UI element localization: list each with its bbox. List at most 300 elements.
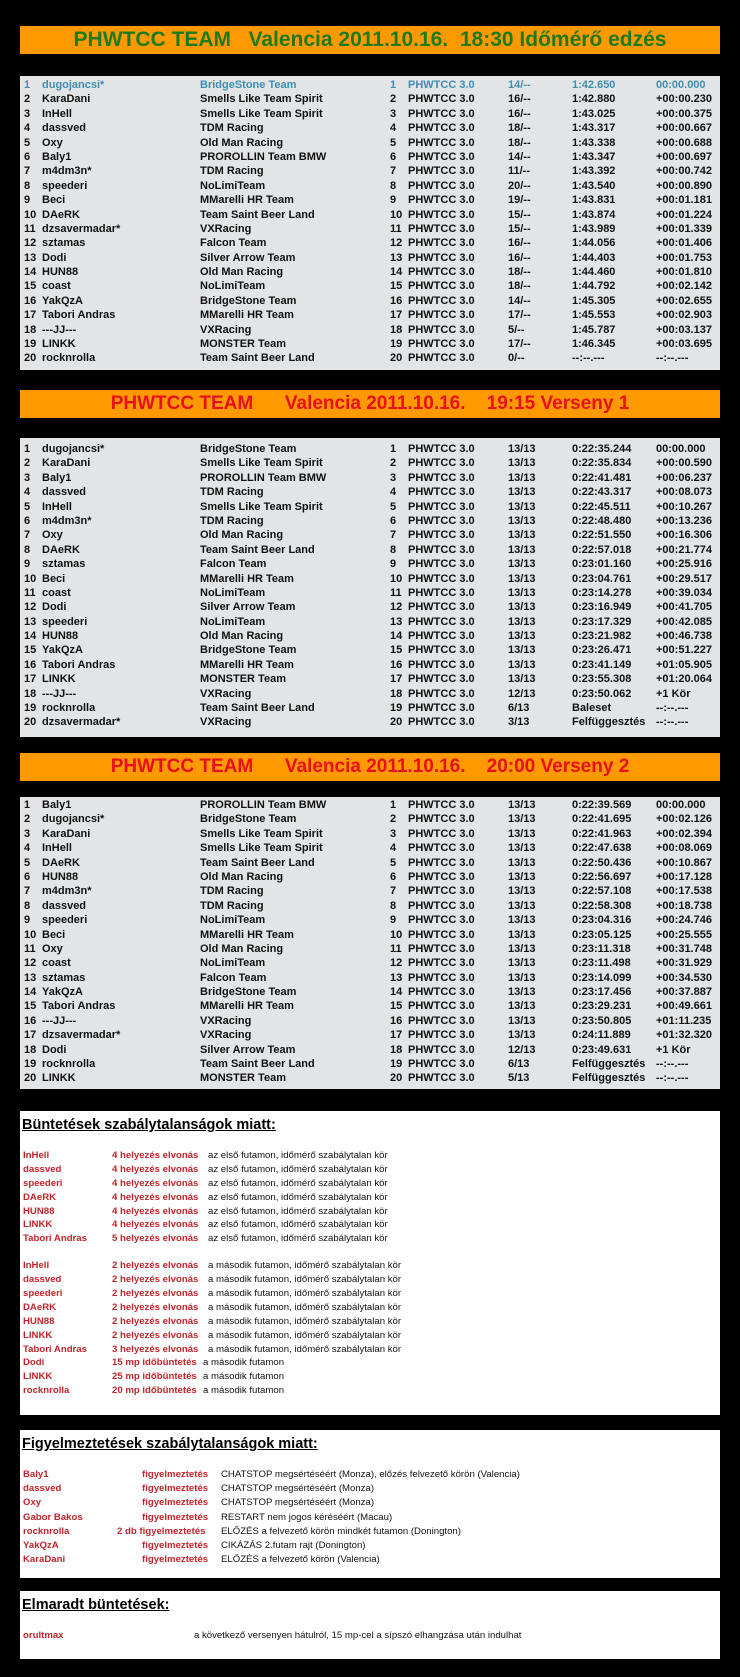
result-gap: +00:02.142 bbox=[656, 280, 712, 293]
result-grid: 8 bbox=[390, 543, 397, 556]
result-car: PHWTCC 3.0 bbox=[408, 914, 475, 927]
result-car: PHWTCC 3.0 bbox=[408, 443, 475, 455]
warnings-list bbox=[22, 1469, 718, 1568]
result-gap: +00:08.073 bbox=[656, 486, 712, 499]
result-row bbox=[20, 151, 720, 165]
result-car: PHWTCC 3.0 bbox=[408, 237, 475, 250]
result-team: MMarelli HR Team bbox=[200, 572, 294, 585]
result-grid: 5 bbox=[390, 136, 397, 149]
result-team: NoLimiTeam bbox=[200, 914, 266, 927]
result-laps: 20/-- bbox=[508, 179, 531, 192]
result-laps: 19/-- bbox=[508, 194, 531, 207]
result-team: Team Saint Beer Land bbox=[200, 543, 315, 556]
result-pos: 3 bbox=[24, 471, 31, 484]
result-laps: 16/-- bbox=[508, 93, 531, 106]
result-grid: 18 bbox=[390, 687, 403, 700]
result-car: PHWTCC 3.0 bbox=[408, 558, 475, 571]
result-name: HUN88 bbox=[42, 870, 79, 883]
result-time: 1:42.650 bbox=[572, 79, 616, 91]
result-grid: 15 bbox=[390, 644, 403, 657]
warning-driver: Oxy bbox=[23, 1497, 42, 1509]
result-pos: 2 bbox=[24, 813, 31, 826]
penalty-item bbox=[22, 1385, 718, 1399]
result-car: PHWTCC 3.0 bbox=[408, 280, 475, 293]
result-grid: 17 bbox=[390, 309, 403, 322]
result-team: Smells Like Team Spirit bbox=[200, 457, 323, 470]
result-laps: 17/-- bbox=[508, 338, 531, 351]
result-pos: 9 bbox=[24, 558, 31, 571]
result-row bbox=[20, 1015, 720, 1029]
result-grid: 9 bbox=[390, 194, 397, 207]
penalty-type: 25 mp időbüntetés bbox=[112, 1371, 197, 1383]
missed-penalties-title: Elmaradt büntetések: bbox=[22, 1597, 170, 1613]
result-car: PHWTCC 3.0 bbox=[408, 644, 475, 657]
result-car: PHWTCC 3.0 bbox=[408, 942, 475, 955]
result-laps: 13/13 bbox=[508, 443, 536, 455]
result-laps: 13/13 bbox=[508, 630, 536, 643]
result-grid: 17 bbox=[390, 673, 403, 686]
result-time: Felfüggesztés bbox=[572, 1072, 646, 1085]
result-time: 0:23:26.471 bbox=[572, 644, 632, 657]
warning-type: 2 db figyelmeztetés bbox=[117, 1525, 206, 1537]
result-team: Team Saint Beer Land bbox=[200, 856, 315, 869]
result-team: Smells Like Team Spirit bbox=[200, 842, 323, 855]
result-car: PHWTCC 3.0 bbox=[408, 107, 475, 120]
result-row bbox=[20, 1029, 720, 1043]
result-row bbox=[20, 515, 720, 529]
result-team: TDM Racing bbox=[200, 899, 264, 912]
result-car: PHWTCC 3.0 bbox=[408, 799, 475, 811]
penalty-type: 4 helyezés elvonás bbox=[112, 1177, 199, 1189]
result-pos: 10 bbox=[24, 928, 37, 941]
penalty-driver: LINKK bbox=[23, 1329, 53, 1341]
result-row bbox=[20, 929, 720, 943]
result-row bbox=[20, 957, 720, 971]
result-time: 0:23:14.278 bbox=[572, 586, 632, 599]
result-pos: 9 bbox=[24, 194, 31, 207]
result-time: 1:44.056 bbox=[572, 237, 616, 250]
result-row bbox=[20, 1000, 720, 1014]
result-time: 0:22:45.511 bbox=[572, 500, 631, 513]
result-time: 1:42.880 bbox=[572, 93, 616, 106]
result-name: Baly1 bbox=[42, 471, 72, 484]
result-grid: 16 bbox=[390, 294, 403, 307]
result-team: NoLimiTeam bbox=[200, 280, 266, 293]
result-laps: 13/13 bbox=[508, 813, 536, 826]
result-car: PHWTCC 3.0 bbox=[408, 586, 475, 599]
result-name: DAeRK bbox=[42, 208, 80, 221]
result-row bbox=[20, 338, 720, 352]
warning-driver: YakQzA bbox=[23, 1539, 59, 1551]
result-laps: 13/13 bbox=[508, 827, 536, 840]
result-grid: 7 bbox=[390, 165, 397, 178]
result-laps: 3/13 bbox=[508, 716, 530, 729]
penalty-type: 15 mp időbüntetés bbox=[112, 1357, 197, 1369]
result-name: coast bbox=[42, 280, 71, 293]
result-pos: 16 bbox=[24, 658, 37, 671]
result-gap: +00:03.137 bbox=[656, 323, 712, 336]
result-gap: --:--.--- bbox=[656, 352, 689, 365]
result-grid: 9 bbox=[390, 558, 397, 571]
result-car: PHWTCC 3.0 bbox=[408, 352, 475, 365]
result-grid: 14 bbox=[390, 986, 403, 999]
result-row bbox=[20, 194, 720, 208]
warning-driver: KaraDani bbox=[23, 1554, 66, 1566]
result-team: Smells Like Team Spirit bbox=[200, 107, 323, 120]
result-team: VXRacing bbox=[200, 1029, 252, 1042]
result-name: dugojancsi* bbox=[42, 443, 105, 455]
result-pos: 4 bbox=[24, 842, 31, 855]
result-name: dassved bbox=[42, 486, 87, 499]
result-name: LINKK bbox=[42, 1072, 76, 1085]
result-grid: 14 bbox=[390, 630, 403, 643]
result-time: Felfüggesztés bbox=[572, 716, 646, 729]
result-grid: 2 bbox=[390, 93, 397, 106]
result-gap: +00:02.655 bbox=[656, 294, 712, 307]
result-team: BridgeStone Team bbox=[200, 443, 297, 455]
result-time: 0:22:35.244 bbox=[572, 443, 632, 455]
result-gap: +00:03.695 bbox=[656, 338, 712, 351]
result-car: PHWTCC 3.0 bbox=[408, 93, 475, 106]
result-laps: 13/13 bbox=[508, 658, 536, 671]
result-row bbox=[20, 1058, 720, 1072]
result-car: PHWTCC 3.0 bbox=[408, 1043, 475, 1056]
result-grid: 18 bbox=[390, 1043, 403, 1056]
result-grid: 11 bbox=[390, 586, 402, 599]
result-row bbox=[20, 529, 720, 543]
result-car: PHWTCC 3.0 bbox=[408, 899, 475, 912]
result-car: PHWTCC 3.0 bbox=[408, 500, 475, 513]
penalties-panel bbox=[20, 1111, 720, 1415]
result-team: Team Saint Beer Land bbox=[200, 208, 315, 221]
result-car: PHWTCC 3.0 bbox=[408, 870, 475, 883]
result-time: 0:22:58.308 bbox=[572, 899, 632, 912]
result-gap: +00:31.929 bbox=[656, 957, 712, 970]
result-name: dugojancsi* bbox=[42, 813, 105, 826]
penalty-description: a második futamon, időmérő szabálytalan kör bbox=[208, 1343, 402, 1355]
result-gap: +00:00.697 bbox=[656, 150, 712, 163]
warning-type: figyelmeztetés bbox=[142, 1554, 209, 1566]
result-grid: 11 bbox=[390, 222, 402, 235]
result-gap: +00:39.034 bbox=[656, 586, 712, 599]
result-time: 0:23:21.982 bbox=[572, 630, 632, 643]
result-car: PHWTCC 3.0 bbox=[408, 294, 475, 307]
result-row bbox=[20, 900, 720, 914]
result-time: 0:22:35.834 bbox=[572, 457, 632, 470]
result-pos: 14 bbox=[24, 630, 37, 643]
result-car: PHWTCC 3.0 bbox=[408, 813, 475, 826]
result-time: 1:43.338 bbox=[572, 136, 616, 149]
result-laps: 13/13 bbox=[508, 601, 536, 614]
penalty-type: 4 helyezés elvonás bbox=[112, 1163, 199, 1175]
result-car: PHWTCC 3.0 bbox=[408, 323, 475, 336]
result-car: PHWTCC 3.0 bbox=[408, 827, 475, 840]
result-gap: +00:02.126 bbox=[656, 813, 712, 826]
penalty-description: a második futamon, időmérő szabálytalan kör bbox=[208, 1288, 402, 1300]
warning-type: figyelmeztetés bbox=[142, 1497, 209, 1509]
penalty-item bbox=[22, 1206, 718, 1220]
penalty-item bbox=[22, 1330, 718, 1344]
result-pos: 17 bbox=[24, 1029, 37, 1042]
result-gap: --:--.--- bbox=[656, 1072, 689, 1085]
result-car: PHWTCC 3.0 bbox=[408, 957, 475, 970]
result-team: PROROLLIN Team BMW bbox=[200, 799, 327, 811]
result-row bbox=[20, 885, 720, 899]
result-car: PHWTCC 3.0 bbox=[408, 1014, 475, 1027]
result-pos: 7 bbox=[24, 529, 31, 542]
result-time: 0:22:57.108 bbox=[572, 885, 632, 898]
result-name: YakQzA bbox=[42, 644, 83, 657]
result-pos: 4 bbox=[24, 122, 31, 135]
result-name: Tabori Andras bbox=[42, 658, 116, 671]
result-name: Oxy bbox=[42, 529, 63, 542]
result-time: 1:43.392 bbox=[572, 165, 616, 178]
penalty-type: 2 helyezés elvonás bbox=[112, 1260, 199, 1272]
result-grid: 15 bbox=[390, 1000, 403, 1013]
penalty-item bbox=[22, 1371, 718, 1385]
missed-driver: orultmax bbox=[23, 1630, 64, 1641]
result-time: --:--.--- bbox=[572, 352, 605, 365]
result-pos: 8 bbox=[24, 543, 31, 556]
result-row bbox=[20, 688, 720, 702]
result-laps: 13/13 bbox=[508, 543, 536, 556]
warning-description: ELŐZÉS a felvezető körön (Valencia) bbox=[221, 1554, 380, 1566]
result-gap: +01:05.905 bbox=[656, 658, 712, 671]
result-name: m4dm3n* bbox=[42, 165, 92, 178]
race1-results bbox=[20, 438, 720, 737]
result-gap: +00:29.517 bbox=[656, 572, 712, 585]
result-row bbox=[20, 813, 720, 827]
penalty-item bbox=[22, 1302, 718, 1316]
result-car: PHWTCC 3.0 bbox=[408, 338, 475, 351]
result-gap: +00:31.748 bbox=[656, 942, 712, 955]
result-time: 0:23:17.456 bbox=[572, 986, 632, 999]
result-gap: +00:00.230 bbox=[656, 93, 712, 106]
result-gap: +00:02.394 bbox=[656, 827, 712, 840]
result-gap: +00:00.742 bbox=[656, 165, 712, 178]
result-team: Old Man Racing bbox=[200, 630, 284, 643]
warning-item bbox=[22, 1469, 718, 1483]
result-grid: 7 bbox=[390, 885, 397, 898]
result-pos: 18 bbox=[24, 1043, 37, 1056]
result-row bbox=[20, 702, 720, 716]
result-car: PHWTCC 3.0 bbox=[408, 885, 475, 898]
result-gap: +00:21.774 bbox=[656, 543, 712, 556]
warning-driver: dassved bbox=[23, 1483, 62, 1495]
penalty-type: 2 helyezés elvonás bbox=[112, 1315, 199, 1327]
result-team: NoLimiTeam bbox=[200, 957, 266, 970]
result-car: PHWTCC 3.0 bbox=[408, 986, 475, 999]
result-laps: 6/13 bbox=[508, 702, 530, 715]
result-time: 0:22:51.550 bbox=[572, 529, 632, 542]
result-name: HUN88 bbox=[42, 266, 79, 279]
result-laps: 5/13 bbox=[508, 1072, 530, 1085]
result-time: 0:22:41.481 bbox=[572, 471, 632, 484]
penalty-driver: Tabori Andras bbox=[23, 1343, 87, 1355]
race1-banner: PHWTCC TEAM Valencia 2011.10.16. 19:15 Verseny 1 bbox=[20, 390, 720, 418]
result-pos: 16 bbox=[24, 1014, 37, 1027]
result-row bbox=[20, 472, 720, 486]
penalty-description: az első futamon, időmérő szabálytalan kör bbox=[208, 1191, 388, 1203]
result-laps: 13/13 bbox=[508, 673, 536, 686]
result-grid: 1 bbox=[390, 443, 397, 455]
result-gap: +00:42.085 bbox=[656, 615, 712, 628]
result-time: 0:22:50.436 bbox=[572, 856, 632, 869]
result-name: Dodi bbox=[42, 601, 67, 614]
result-laps: 13/13 bbox=[508, 457, 536, 470]
result-time: Felfüggesztés bbox=[572, 1058, 646, 1071]
result-time: 0:23:05.125 bbox=[572, 928, 632, 941]
penalty-item bbox=[22, 1288, 718, 1302]
result-name: dugojancsi* bbox=[42, 79, 105, 91]
result-pos: 16 bbox=[24, 294, 37, 307]
result-grid: 1 bbox=[390, 79, 397, 91]
result-team: Falcon Team bbox=[200, 237, 267, 250]
result-car: PHWTCC 3.0 bbox=[408, 658, 475, 671]
result-grid: 5 bbox=[390, 856, 397, 869]
result-pos: 11 bbox=[24, 586, 36, 599]
result-team: NoLimiTeam bbox=[200, 179, 266, 192]
result-name: DAeRK bbox=[42, 543, 80, 556]
result-grid: 2 bbox=[390, 457, 397, 470]
result-row bbox=[20, 122, 720, 136]
result-car: PHWTCC 3.0 bbox=[408, 673, 475, 686]
result-name: KaraDani bbox=[42, 457, 91, 470]
result-name: sztamas bbox=[42, 971, 86, 984]
result-car: PHWTCC 3.0 bbox=[408, 514, 475, 527]
result-car: PHWTCC 3.0 bbox=[408, 79, 475, 91]
result-gap: +00:46.738 bbox=[656, 630, 712, 643]
result-time: 1:43.025 bbox=[572, 107, 616, 120]
result-gap: +00:01.224 bbox=[656, 208, 712, 221]
result-time: 0:22:39.569 bbox=[572, 799, 632, 811]
warning-type: figyelmeztetés bbox=[142, 1539, 209, 1551]
penalty-driver: LINKK bbox=[23, 1371, 53, 1383]
result-row bbox=[20, 616, 720, 630]
result-pos: 9 bbox=[24, 914, 31, 927]
result-grid: 10 bbox=[390, 928, 403, 941]
result-gap: +00:00.667 bbox=[656, 122, 712, 135]
result-laps: 11/-- bbox=[508, 165, 531, 178]
result-team: MMarelli HR Team bbox=[200, 928, 294, 941]
penalty-item bbox=[22, 1357, 718, 1371]
result-name: InHell bbox=[42, 842, 72, 855]
result-car: PHWTCC 3.0 bbox=[408, 150, 475, 163]
result-row bbox=[20, 544, 720, 558]
result-team: Silver Arrow Team bbox=[200, 1043, 296, 1056]
result-pos: 20 bbox=[24, 1072, 37, 1085]
result-row bbox=[20, 630, 720, 644]
result-team: Old Man Racing bbox=[200, 529, 284, 542]
result-row bbox=[20, 716, 720, 730]
result-row bbox=[20, 223, 720, 237]
result-pos: 10 bbox=[24, 208, 37, 221]
result-gap: +1 Kör bbox=[656, 687, 691, 700]
result-row bbox=[20, 79, 720, 93]
result-team: Falcon Team bbox=[200, 558, 267, 571]
result-laps: 12/13 bbox=[508, 1043, 536, 1056]
result-laps: 13/13 bbox=[508, 914, 536, 927]
result-pos: 8 bbox=[24, 899, 31, 912]
result-pos: 2 bbox=[24, 93, 31, 106]
result-row bbox=[20, 828, 720, 842]
result-row bbox=[20, 295, 720, 309]
result-pos: 19 bbox=[24, 338, 37, 351]
penalty-driver: DAeRK bbox=[23, 1301, 57, 1313]
result-row bbox=[20, 209, 720, 223]
result-pos: 7 bbox=[24, 165, 31, 178]
result-team: MMarelli HR Team bbox=[200, 309, 294, 322]
result-gap: +00:13.236 bbox=[656, 514, 712, 527]
missed-penalty-item bbox=[22, 1630, 718, 1644]
penalty-type: 2 helyezés elvonás bbox=[112, 1329, 199, 1341]
result-name: KaraDani bbox=[42, 827, 91, 840]
warning-item bbox=[22, 1540, 718, 1554]
result-row bbox=[20, 457, 720, 471]
result-time: 0:23:11.498 bbox=[572, 957, 631, 970]
result-team: MONSTER Team bbox=[200, 338, 286, 351]
result-name: ---JJ--- bbox=[42, 1014, 77, 1027]
result-name: Beci bbox=[42, 928, 66, 941]
result-gap: --:--.--- bbox=[656, 702, 689, 715]
result-laps: 14/-- bbox=[508, 150, 531, 163]
result-grid: 4 bbox=[390, 842, 397, 855]
result-pos: 14 bbox=[24, 986, 37, 999]
result-car: PHWTCC 3.0 bbox=[408, 136, 475, 149]
penalty-driver: Dodi bbox=[23, 1357, 45, 1369]
result-team: BridgeStone Team bbox=[200, 644, 297, 657]
result-car: PHWTCC 3.0 bbox=[408, 702, 475, 715]
result-team: TDM Racing bbox=[200, 486, 264, 499]
warning-item bbox=[22, 1512, 718, 1526]
penalty-item bbox=[22, 1316, 718, 1330]
result-laps: 13/13 bbox=[508, 1029, 536, 1042]
result-name: Oxy bbox=[42, 136, 63, 149]
result-name: YakQzA bbox=[42, 294, 83, 307]
result-laps: 17/-- bbox=[508, 309, 531, 322]
result-gap: 00:00.000 bbox=[656, 799, 706, 811]
result-laps: 13/13 bbox=[508, 471, 536, 484]
result-row bbox=[20, 352, 720, 366]
result-team: Smells Like Team Spirit bbox=[200, 827, 323, 840]
result-laps: 18/-- bbox=[508, 136, 531, 149]
result-row bbox=[20, 587, 720, 601]
result-grid: 20 bbox=[390, 716, 403, 729]
result-name: Dodi bbox=[42, 1043, 67, 1056]
result-time: 1:43.874 bbox=[572, 208, 616, 221]
penalty-description: a második futamon, időmérő szabálytalan kör bbox=[208, 1301, 402, 1313]
result-grid: 19 bbox=[390, 702, 403, 715]
penalty-description: az első futamon, időmérő szabálytalan kör bbox=[208, 1177, 388, 1189]
result-laps: 5/-- bbox=[508, 323, 525, 336]
result-grid: 20 bbox=[390, 352, 403, 365]
result-team: VXRacing bbox=[200, 1014, 252, 1027]
result-grid: 12 bbox=[390, 957, 403, 970]
warnings-title: Figyelmeztetések szabálytalanságok miatt: bbox=[22, 1436, 318, 1452]
result-pos: 2 bbox=[24, 457, 31, 470]
result-grid: 6 bbox=[390, 150, 397, 163]
result-grid: 5 bbox=[390, 500, 397, 513]
missed-description: a következő versenyen hátulról, 15 mp-cel a sípszó elhangzása után indulhat bbox=[194, 1630, 522, 1641]
result-pos: 17 bbox=[24, 309, 37, 322]
result-row bbox=[20, 1072, 720, 1086]
result-team: MONSTER Team bbox=[200, 673, 286, 686]
result-team: VXRacing bbox=[200, 222, 252, 235]
result-time: 1:44.792 bbox=[572, 280, 616, 293]
result-gap: +00:06.237 bbox=[656, 471, 712, 484]
result-team: MMarelli HR Team bbox=[200, 194, 294, 207]
result-team: Old Man Racing bbox=[200, 870, 284, 883]
